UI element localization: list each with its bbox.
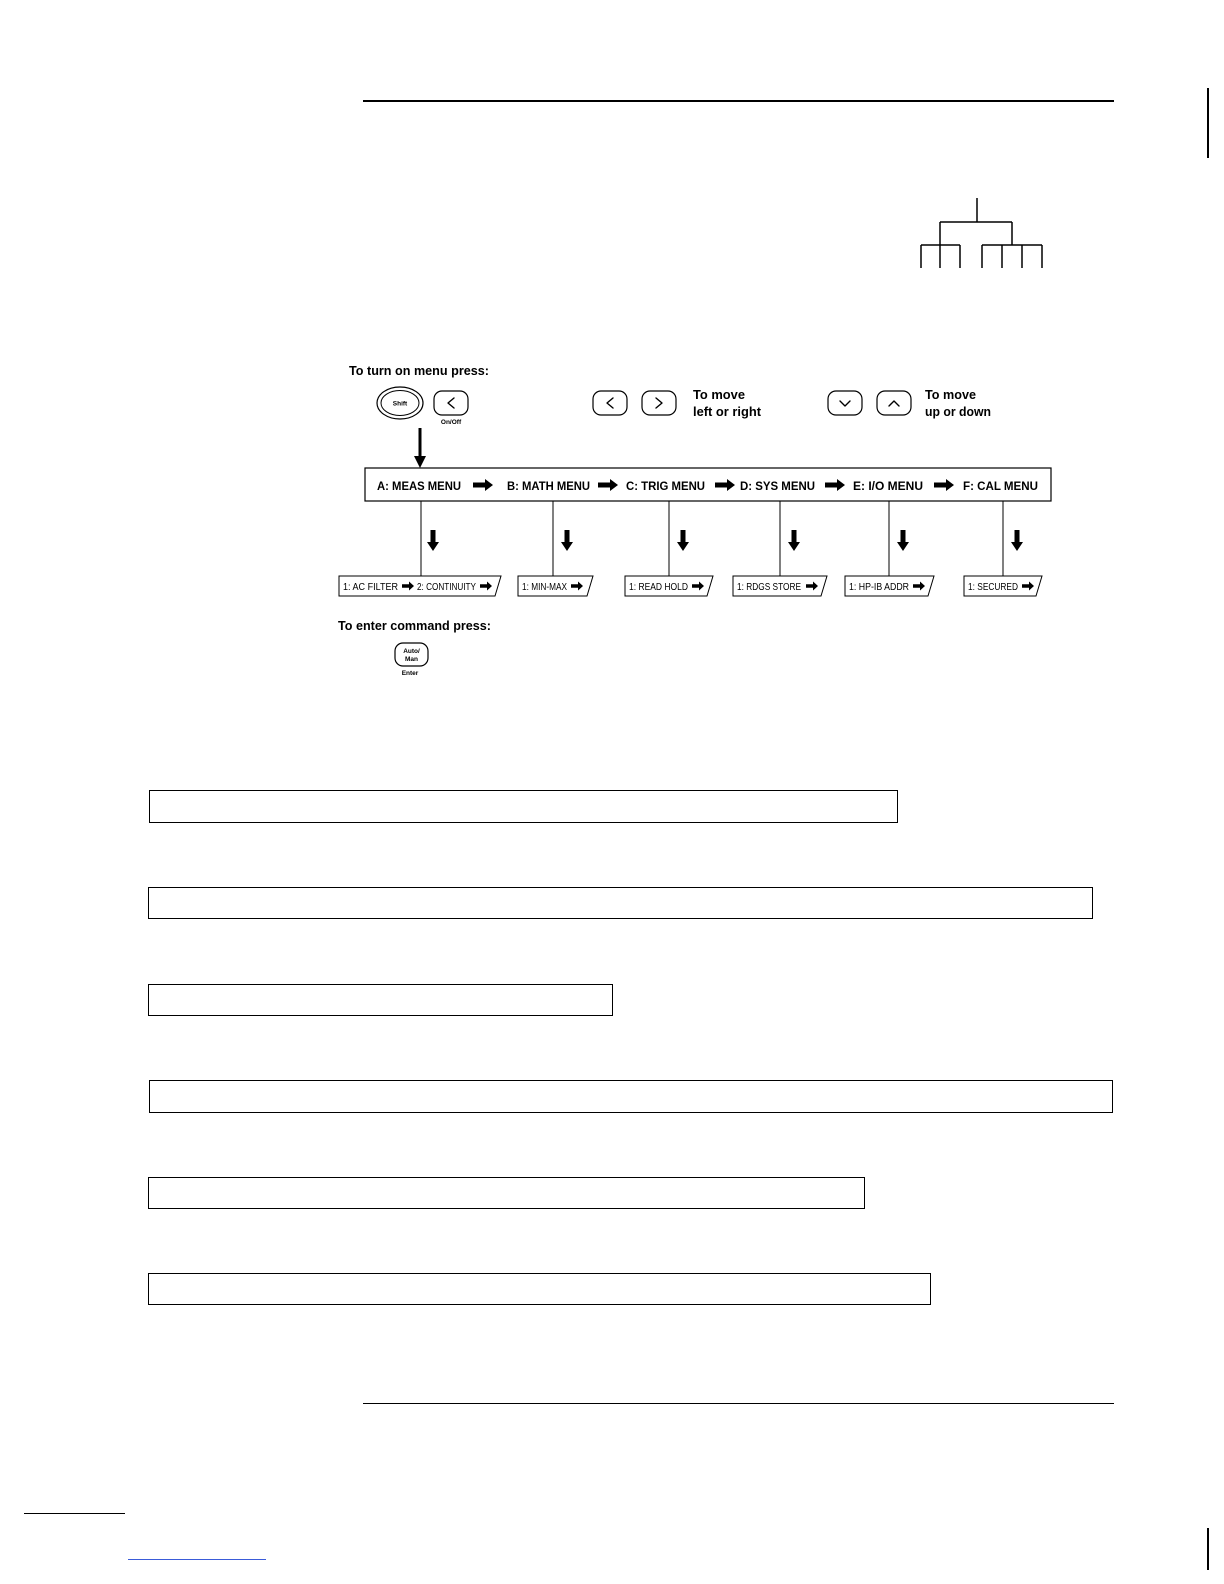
enter-key-caption: Enter [401, 670, 419, 677]
tree-diagram [921, 198, 1042, 268]
down-key [828, 391, 862, 415]
content-box-1 [149, 790, 898, 823]
enter-key [395, 643, 428, 677]
right-edge-mark-bottom [1207, 1528, 1209, 1570]
drop-lines [421, 501, 1003, 576]
menu-item-math: B: MATH MENU [507, 479, 590, 493]
submenu-io [845, 576, 934, 596]
arrow-down-icon [1011, 530, 1023, 551]
enter-instruction: To enter command press: [338, 619, 491, 633]
submenu-meas [339, 576, 501, 596]
submenu-cal [964, 576, 1042, 596]
down-key-body [828, 391, 862, 415]
menu-item-io: E: I/O MENU [853, 479, 923, 493]
onoff-key-caption: On/Off [440, 419, 462, 426]
drop-arrows [427, 530, 1023, 551]
submenu-item: 1: RDGS STORE [737, 582, 802, 593]
submenu-item: 1: AC FILTER [343, 582, 398, 593]
submenu-sys [733, 576, 827, 596]
arrow-down-icon [897, 530, 909, 551]
shift-key [377, 387, 423, 419]
left-key [593, 391, 627, 415]
arrow-down-icon [677, 530, 689, 551]
onoff-key-body [434, 391, 468, 415]
content-box-6 [148, 1273, 931, 1305]
right-key [642, 391, 676, 415]
up-down-line1: To move [925, 388, 977, 402]
left-key-body [593, 391, 627, 415]
arrow-down-icon [414, 428, 426, 468]
menu-item-meas: A: MEAS MENU [377, 479, 461, 493]
submenu-item: 1: HP-IB ADDR [849, 582, 909, 593]
up-key [877, 391, 911, 415]
entry-arrow-head [414, 456, 426, 468]
right-key-body [642, 391, 676, 415]
up-down-line2: up or down [925, 405, 991, 419]
shift-key-label: Shift [392, 400, 408, 408]
footnote-rule [24, 1513, 125, 1514]
link-underline[interactable] [128, 1559, 266, 1560]
arrow-down-icon [561, 530, 573, 551]
bottom-rule [363, 1403, 1114, 1404]
content-box-4 [149, 1080, 1113, 1113]
submenu-item: 1: MIN-MAX [522, 582, 568, 593]
submenu-item: 1: READ HOLD [629, 582, 688, 593]
arrow-down-icon [427, 530, 439, 551]
submenu-item: 2: CONTINUITY [417, 582, 477, 593]
left-right-line1: To move [693, 388, 746, 402]
arrow-down-icon [788, 530, 800, 551]
menu-diagram [0, 0, 1224, 720]
enter-key-line2: Man [405, 656, 418, 663]
left-right-line2: left or right [693, 405, 762, 419]
menu-item-trig: C: TRIG MENU [626, 479, 705, 493]
menu-bar [365, 468, 1051, 501]
up-key-body [877, 391, 911, 415]
submenu-item: 1: SECURED [968, 582, 1018, 593]
enter-key-line1: Auto/ [403, 648, 420, 655]
menu-item-cal: F: CAL MENU [963, 479, 1038, 493]
menu-item-sys: D: SYS MENU [740, 479, 815, 493]
content-box-2 [148, 887, 1093, 919]
submenu-math [518, 576, 593, 596]
content-box-3 [148, 984, 613, 1016]
turn-on-instruction: To turn on menu press: [349, 364, 489, 378]
onoff-key [434, 391, 468, 426]
content-box-5 [148, 1177, 865, 1209]
submenu-trig [625, 576, 713, 596]
